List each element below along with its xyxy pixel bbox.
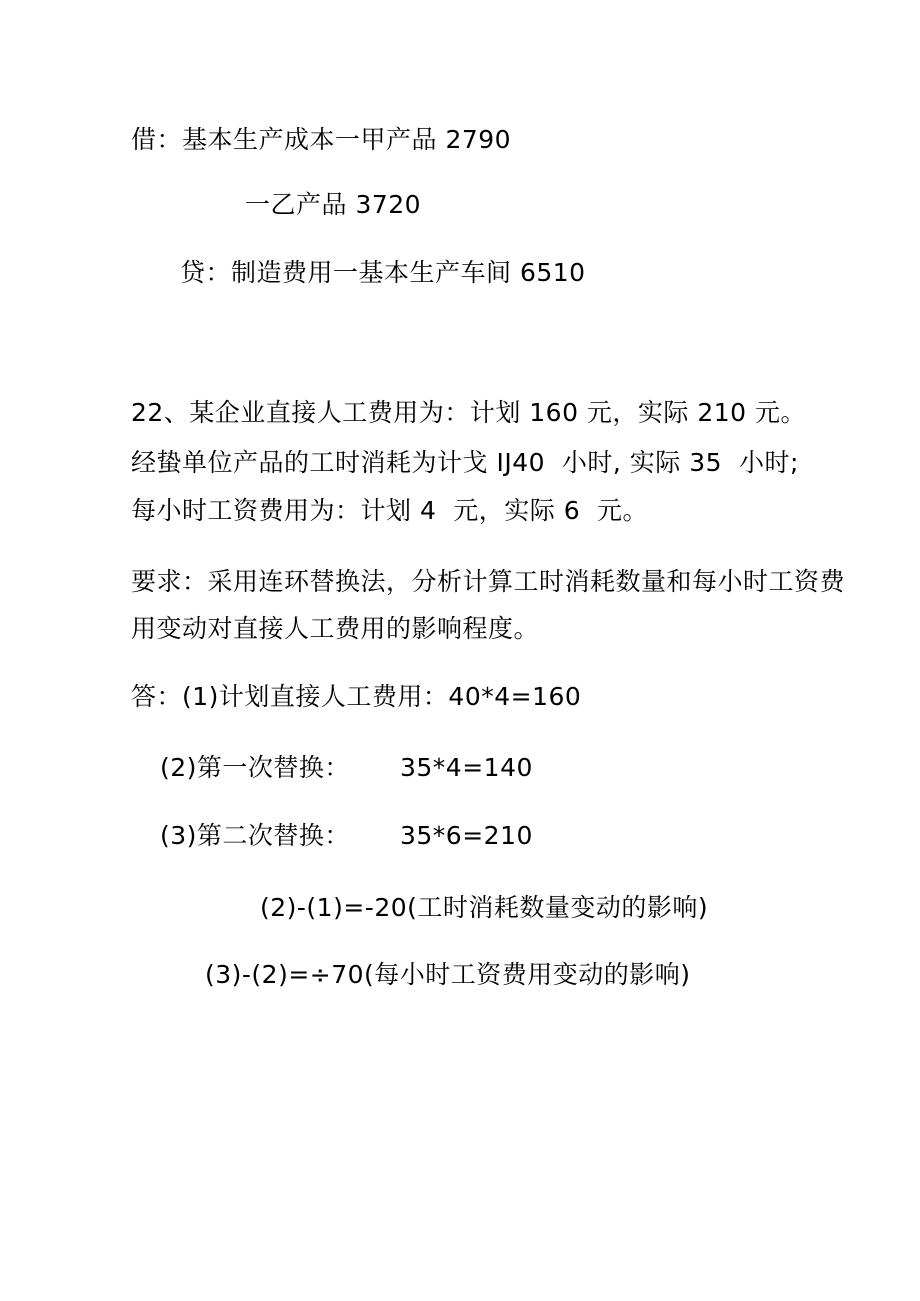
debit-line-2: 一乙产品 3720 — [245, 190, 422, 219]
answer-diff-1: (2)-(1)=-20(工时消耗数量变动的影响) — [260, 893, 709, 922]
problem-line-3: 每小时工资费用为：计划 4 元，实际 6 元。 — [131, 496, 648, 525]
answer-step-3-value: 35*6=210 — [400, 821, 533, 850]
debit-line: 借：基本生产成本一甲产品 2790 — [131, 125, 512, 154]
requirement-line-1: 要求：采用连环替换法，分析计算工时消耗数量和每小时工资费 — [131, 567, 846, 596]
answer-step-1: 答：(1)计划直接人工费用：40*4=160 — [131, 682, 582, 711]
problem-line-1: 22、某企业直接人工费用为：计划 160 元，实际 210 元。 — [131, 398, 807, 427]
requirement-line-2: 用变动对直接人工费用的影响程度。 — [131, 614, 540, 643]
answer-diff-2: (3)-(2)=÷70(每小时工资费用变动的影响) — [205, 960, 691, 989]
answer-step-3-label: (3)第二次替换： — [160, 821, 350, 850]
answer-step-2-label: (2)第一次替换： — [160, 753, 350, 782]
answer-step-2-value: 35*4=140 — [400, 753, 533, 782]
problem-line-2: 经蛰单位产品的工时消耗为计戈 IJ40 小时, 实际 35 小时; — [131, 448, 799, 477]
credit-line: 贷：制造费用一基本生产车间 6510 — [180, 258, 586, 287]
